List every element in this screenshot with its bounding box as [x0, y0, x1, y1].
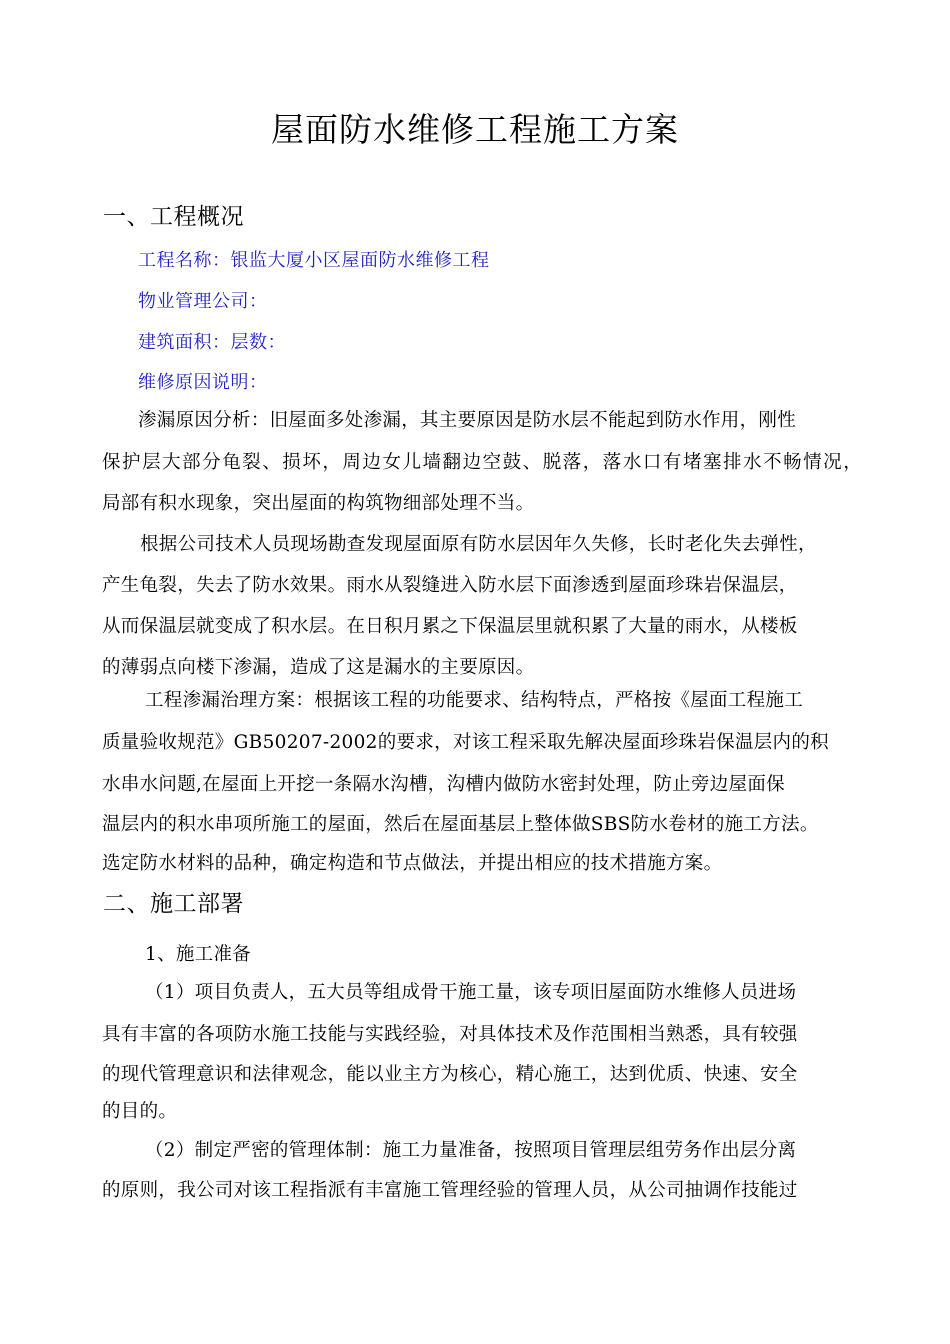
para4-line3: 的现代管理意识和法律观念，能以业主方为核心，精心施工，达到优质、快速、安全 — [102, 1064, 798, 1085]
project-name: 工程名称：银监大厦小区屋面防水维修工程 — [138, 250, 490, 271]
para2-line4: 的薄弱点向楼下渗漏，造成了这是漏水的主要原因。 — [102, 657, 535, 678]
area-floors: 建筑面积：层数： — [138, 332, 286, 353]
property-company: 物业管理公司： — [138, 291, 268, 312]
para1-line3: 局部有积水现象，突出屋面的构筑物细部处理不当。 — [102, 493, 535, 514]
subheading-preparation: 1、施工准备 — [145, 944, 252, 965]
document-title: 屋面防水维修工程施工方案 — [271, 110, 679, 149]
para1-line1: 渗漏原因分析：旧屋面多处渗漏，其主要原因是防水层不能起到防水作用，刚性 — [138, 410, 797, 431]
para2-line1: 根据公司技术人员现场勘查发现屋面原有防水层因年久失修，长时老化失去弹性， — [140, 534, 817, 555]
para2-line2: 产生龟裂，失去了防水效果。雨水从裂缝进入防水层下面渗透到屋面珍珠岩保温层， — [102, 575, 798, 596]
para1-line2: 保护层大部分龟裂、损坏，周边女儿墙翻边空鼓、脱落，落水口有堵塞排水不畅情况， — [102, 452, 862, 473]
repair-reason: 维修原因说明： — [138, 372, 268, 393]
para3-line1: 工程渗漏治理方案：根据该工程的功能要求、结构特点，严格按《屋面工程施工 — [145, 690, 804, 711]
para3-line3: 水串水问题,在屋面上开挖一条隔水沟槽，沟槽内做防水密封处理，防止旁边屋面保 — [102, 774, 785, 795]
para2-line3: 从而保温层就变成了积水层。在日积月累之下保温层里就积累了大量的雨水，从楼板 — [102, 616, 798, 637]
section-heading-overview: 一、工程概况 — [103, 204, 244, 230]
para3-line4: 温层内的积水串项所施工的屋面，然后在屋面基层上整体做SBS防水卷材的施工方法。 — [102, 814, 819, 835]
para3-line2: 质量验收规范》GB50207-2002的要求，对该工程采取先解决屋面珍珠岩保温层内的积 — [102, 732, 829, 753]
section-heading-deployment: 二、施工部署 — [103, 891, 244, 917]
para5-line1: （2）制定严密的管理体制：施工力量准备，按照项目管理层组劳务作出层分离 — [145, 1140, 797, 1161]
para5-line2: 的原则，我公司对该工程指派有丰富施工管理经验的管理人员，从公司抽调作技能过 — [102, 1180, 798, 1201]
para4-line1: （1）项目负责人，五大员等组成骨干施工量，该专项旧屋面防水维修人员进场 — [145, 982, 797, 1003]
para4-line2: 具有丰富的各项防水施工技能与实践经验，对具体技术及作范围相当熟悉，具有较强 — [102, 1024, 798, 1045]
para4-line4: 的目的。 — [102, 1101, 178, 1122]
para3-line5: 选定防水材料的品种，确定构造和节点做法，并提出相应的技术措施方案。 — [102, 853, 723, 874]
